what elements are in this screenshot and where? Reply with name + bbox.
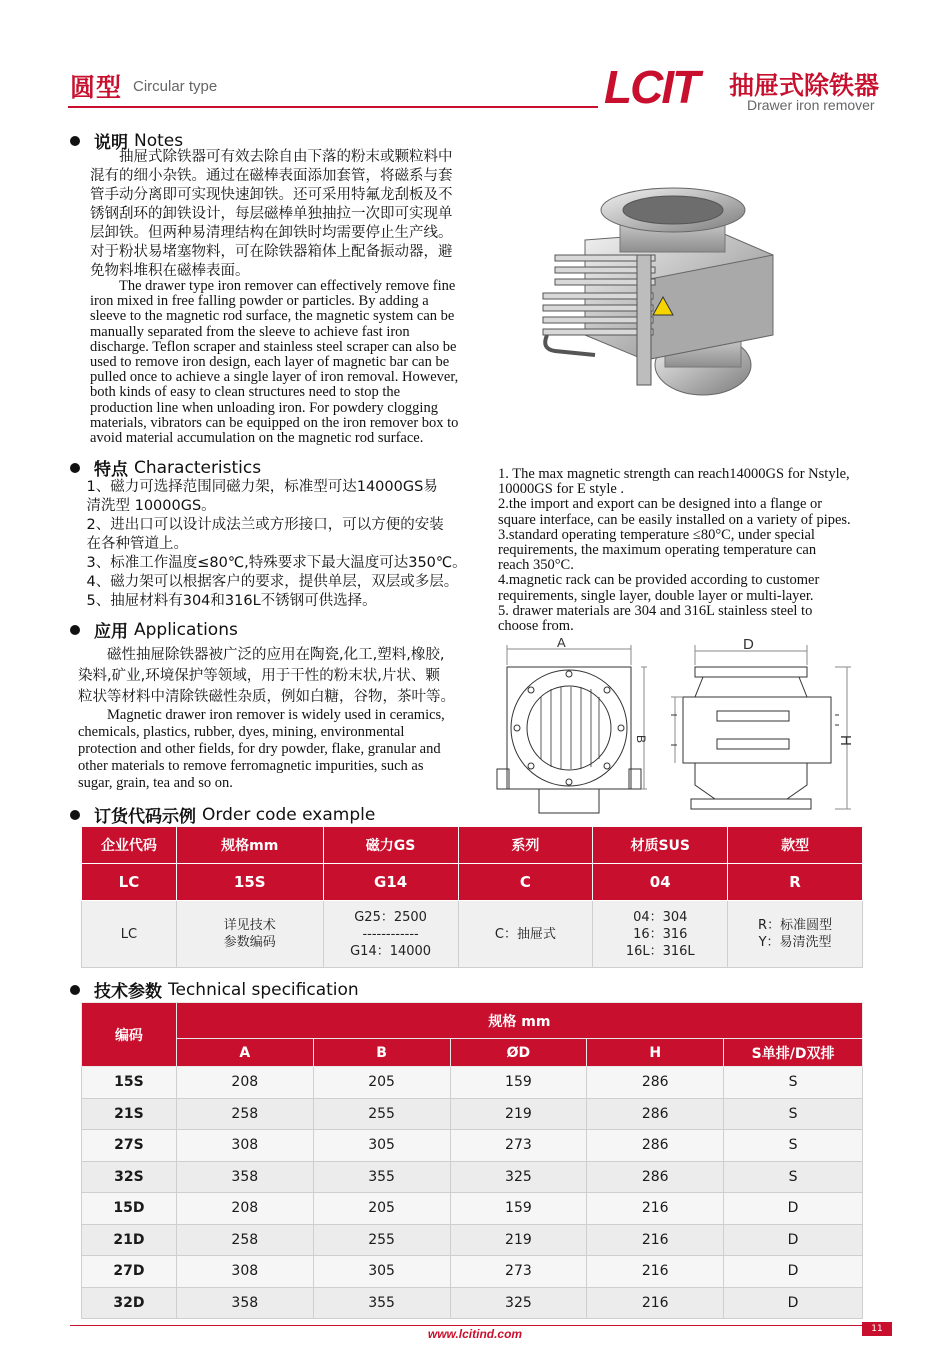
notes-en <box>90 279 500 446</box>
spec-value-cell: D <box>724 1193 863 1225</box>
bullet-icon <box>70 136 80 146</box>
order-detail-cell <box>728 901 863 968</box>
page-title-cn: 圆型 <box>70 73 123 102</box>
characteristics-cn <box>72 478 502 611</box>
spec-value-cell: 286 <box>587 1067 724 1099</box>
text-line: production line when unloading iron. For powdery clogging <box>90 399 438 416</box>
order-header-cell: 款型 <box>728 827 863 864</box>
text-line: 层卸铁。但两种易清理结构在卸铁时均需要停止生产线。 <box>90 225 453 241</box>
spec-value-cell: 355 <box>313 1161 450 1193</box>
spec-value-cell: 308 <box>176 1130 313 1162</box>
text-line: 2.the import and export can be designed into a flange or <box>498 496 823 513</box>
text-line: 磁性抽屉除铁器被广泛的应用在陶瓷,化工,塑料,橡胶, <box>78 647 445 663</box>
spec-value-cell: 273 <box>450 1256 587 1288</box>
characteristics-en <box>498 467 898 634</box>
spec-value-cell: D <box>724 1256 863 1288</box>
text-line: 10000GS for E style . <box>498 481 625 498</box>
order-detail-line: 16L：316L <box>625 943 695 959</box>
spec-value-cell: 325 <box>450 1287 587 1319</box>
spec-value-cell: S <box>724 1161 863 1193</box>
order-code-heading: 订货代码示例 Order code example <box>70 802 375 827</box>
dim-label-d: D <box>743 636 754 653</box>
text-line: pulled once to achieve a single layer of iron removal. However, <box>90 369 459 386</box>
text-line: 1. The max magnetic strength can reach14000GS for Nstyle, <box>498 466 850 482</box>
spec-value-cell: 258 <box>176 1098 313 1130</box>
spec-value-cell: 208 <box>176 1193 313 1225</box>
spec-code-header: 编码 <box>82 1003 177 1067</box>
spec-value-cell: S <box>724 1130 863 1162</box>
order-header-cell: 磁力GS <box>323 827 458 864</box>
order-value-cell: 04 <box>593 864 728 901</box>
text-line: 4、磁力架可以根据客户的要求，提供单层，双层或多层。 <box>72 574 459 590</box>
spec-value-cell: 305 <box>313 1130 450 1162</box>
text-line: The drawer type iron remover can effectively remove fine <box>90 278 456 294</box>
notes-cn <box>90 148 500 281</box>
table-row <box>82 1067 863 1099</box>
footer-website-link[interactable]: www.lcitind.com <box>427 1327 523 1341</box>
spec-column-headers <box>82 1039 863 1067</box>
order-header-cell: 系列 <box>458 827 593 864</box>
order-detail-cell <box>458 901 593 968</box>
order-header-cell: 企业代码 <box>82 827 177 864</box>
brand-logo: LCIT <box>604 61 699 113</box>
text-line: manually separated from the sleeve to achieve fast iron <box>90 323 410 340</box>
spec-column-header: H <box>587 1039 724 1067</box>
text-line: chemicals, plastics, rubber, dyes, mining, environmental <box>78 724 405 740</box>
table-row <box>82 1161 863 1193</box>
text-line: both kinds of easy to clean structures need to stop the <box>90 384 401 401</box>
order-header-row <box>82 827 863 864</box>
text-line: 免物料堆积在磁棒表面。 <box>90 263 250 279</box>
spec-value-cell: 325 <box>450 1161 587 1193</box>
spec-column-header: B <box>313 1039 450 1067</box>
text-line: reach 350°C. <box>498 557 574 574</box>
order-detail-line: ------------ <box>362 926 419 942</box>
bullet-icon <box>70 985 80 995</box>
order-code-table <box>81 826 863 968</box>
spec-code-cell: 15D <box>82 1193 177 1225</box>
table-row <box>82 1193 863 1225</box>
text-line: Magnetic drawer iron remover is widely used in ceramics, <box>78 707 445 723</box>
order-detail-cell <box>323 901 458 968</box>
spec-column-header: S单排/D双排 <box>724 1039 863 1067</box>
spec-body <box>82 1067 863 1319</box>
applications-heading: 应用 Applications <box>70 617 238 642</box>
spec-value-cell: 355 <box>313 1287 450 1319</box>
text-line: 在各种管道上。 <box>72 536 188 552</box>
spec-code-cell: 32S <box>82 1161 177 1193</box>
order-detail-line: C：抽屉式 <box>494 926 556 942</box>
order-detail-cell <box>82 901 177 968</box>
text-line: discharge. Teflon scraper and stainless steel scraper can also be <box>90 338 457 355</box>
bullet-icon <box>70 463 80 473</box>
order-value-cell: LC <box>82 864 177 901</box>
order-value-cell: C <box>458 864 593 901</box>
table-row <box>82 1287 863 1319</box>
spec-value-cell: 219 <box>450 1224 587 1256</box>
text-line: 5. drawer materials are 304 and 316L stainless steel to <box>498 602 813 619</box>
spec-value-cell: 159 <box>450 1193 587 1225</box>
spec-value-cell: 255 <box>313 1224 450 1256</box>
text-line: avoid material accumulation on the magnetic rod surface. <box>90 430 424 447</box>
text-line: 染料,矿业,环境保护等领域，用于干性的粉末状,片状、颗 <box>78 668 440 684</box>
order-value-row <box>82 864 863 901</box>
technical-drawing <box>495 635 865 820</box>
text-line: sugar, grain, tea and so on. <box>78 775 233 791</box>
text-line: 抽屉式除铁器可有效去除自由下落的粉末或颗粒料中 <box>90 149 453 165</box>
spec-code-cell: 21S <box>82 1098 177 1130</box>
order-detail-line: R：标准圆型 <box>758 918 833 933</box>
order-detail-cell <box>593 901 728 968</box>
order-detail-line: G14：14000 <box>350 943 432 959</box>
spec-value-cell: 216 <box>587 1256 724 1288</box>
order-detail-line: LC <box>120 926 138 942</box>
product-photo <box>525 185 805 415</box>
order-detail-line: G25：2500 <box>354 909 427 925</box>
order-detail-row <box>82 901 863 968</box>
spec-value-cell: 286 <box>587 1161 724 1193</box>
tech-spec-table <box>81 1002 863 1319</box>
spec-value-cell: 358 <box>176 1287 313 1319</box>
spec-value-cell: 255 <box>313 1098 450 1130</box>
spec-value-cell: 216 <box>587 1287 724 1319</box>
spec-group-header: 规格 mm <box>176 1003 862 1039</box>
table-row <box>82 1224 863 1256</box>
text-line: 5、抽屉材料有304和316L不锈钢可供选择。 <box>72 593 377 609</box>
text-line: other materials to remove ferromagnetic impurities, such as <box>78 758 424 774</box>
text-line: iron mixed in free falling powder or particles. By adding a <box>90 293 429 310</box>
bullet-icon <box>70 810 80 820</box>
order-value-cell: R <box>728 864 863 901</box>
text-line: 1、磁力可选择范围同磁力架，标准型可达14000GS易 <box>72 479 438 495</box>
spec-value-cell: S <box>724 1067 863 1099</box>
order-value-cell: G14 <box>323 864 458 901</box>
text-line: 对于粉状易堵塞物料，可在除铁器箱体上配备振动器，避 <box>90 244 453 260</box>
table-row <box>82 1256 863 1288</box>
order-header-cell: 规格mm <box>176 827 323 864</box>
order-value-cell: 15S <box>176 864 323 901</box>
text-line: 3、标准工作温度≤80℃,特殊要求下最大温度可达350℃。 <box>72 555 467 571</box>
table-row <box>82 1130 863 1162</box>
spec-code-cell: 32D <box>82 1287 177 1319</box>
table-row <box>82 1098 863 1130</box>
text-line: choose from. <box>498 618 574 635</box>
spec-code-cell: 27S <box>82 1130 177 1162</box>
text-line: requirements, the maximum operating temperature can <box>498 542 817 559</box>
text-line: sleeve to the magnetic rod surface, the magnetic system can be <box>90 308 455 325</box>
spec-value-cell: 159 <box>450 1067 587 1099</box>
spec-value-cell: D <box>724 1224 863 1256</box>
order-header-cell: 材质SUS <box>593 827 728 864</box>
spec-value-cell: 219 <box>450 1098 587 1130</box>
footer-divider <box>70 1325 876 1326</box>
spec-code-cell: 15S <box>82 1067 177 1099</box>
dim-label-a: A <box>557 635 566 650</box>
spec-value-cell: S <box>724 1098 863 1130</box>
page-title-en: Circular type <box>133 78 218 95</box>
spec-value-cell: 216 <box>587 1224 724 1256</box>
spec-value-cell: 273 <box>450 1130 587 1162</box>
bullet-icon <box>70 625 80 635</box>
spec-value-cell: 216 <box>587 1193 724 1225</box>
product-name-en: Drawer iron remover <box>747 97 875 113</box>
text-line: used to remove iron design, each layer of magnetic bar can be <box>90 354 450 371</box>
order-detail-line: 04：304 <box>633 909 688 925</box>
text-line: 2、进出口可以设计成法兰或方形接口，可以方便的安装 <box>72 517 444 533</box>
spec-value-cell: 305 <box>313 1256 450 1288</box>
order-detail-cell <box>176 901 323 968</box>
text-line: requirements, single layer, double layer or multi-layer. <box>498 587 814 604</box>
text-line: protection and other fields, for dry powder, flake, granular and <box>78 741 441 757</box>
spec-value-cell: 208 <box>176 1067 313 1099</box>
text-line: 3.standard operating temperature ≤80°C, under special <box>498 526 815 543</box>
dim-label-b: B <box>634 735 648 744</box>
dim-label-h: H <box>837 735 854 746</box>
spec-code-cell: 21D <box>82 1224 177 1256</box>
spec-value-cell: 308 <box>176 1256 313 1288</box>
product-name-cn: 抽屉式除铁器 <box>729 71 880 100</box>
header-divider <box>68 106 598 108</box>
text-line: 锈钢刮环的卸铁设计，每层磁棒单独抽拉一次即可实现单 <box>90 206 453 222</box>
notes-heading: 说明 Notes <box>70 128 183 153</box>
spec-column-header: ØD <box>450 1039 587 1067</box>
text-line: 清洗型 10000GS。 <box>72 498 216 514</box>
text-line: square interface, can be easily installed on a variety of pipes. <box>498 511 851 528</box>
order-detail-line: Y：易清洗型 <box>758 935 832 950</box>
text-line: 混有的细小杂铁。通过在磁棒表面添加套管，将磁系与套 <box>90 168 453 184</box>
spec-value-cell: D <box>724 1287 863 1319</box>
spec-value-cell: 205 <box>313 1067 450 1099</box>
tech-spec-heading: 技术参数 Technical specification <box>70 977 359 1002</box>
page-number: 11 <box>862 1322 892 1336</box>
order-detail-line: 16：316 <box>633 926 688 942</box>
spec-value-cell: 286 <box>587 1098 724 1130</box>
spec-column-header: A <box>176 1039 313 1067</box>
text-line: 4.magnetic rack can be provided according to customer <box>498 572 820 589</box>
order-detail-line: 参数编码 <box>223 935 276 950</box>
characteristics-heading: 特点 Characteristics <box>70 455 261 480</box>
order-detail-line: 详见技术 <box>223 918 276 933</box>
applications-en <box>78 707 503 792</box>
text-line: 粒状等材料中清除铁磁性杂质，例如白糖，谷物，茶叶等。 <box>78 689 455 705</box>
applications-cn <box>78 645 503 708</box>
spec-value-cell: 286 <box>587 1130 724 1162</box>
text-line: materials, vibrators can be equipped on the iron remover box to <box>90 414 459 431</box>
text-line: 管手动分离即可实现快速卸铁。还可采用特氟龙刮板及不 <box>90 187 453 203</box>
spec-code-cell: 27D <box>82 1256 177 1288</box>
spec-value-cell: 205 <box>313 1193 450 1225</box>
spec-value-cell: 358 <box>176 1161 313 1193</box>
spec-value-cell: 258 <box>176 1224 313 1256</box>
